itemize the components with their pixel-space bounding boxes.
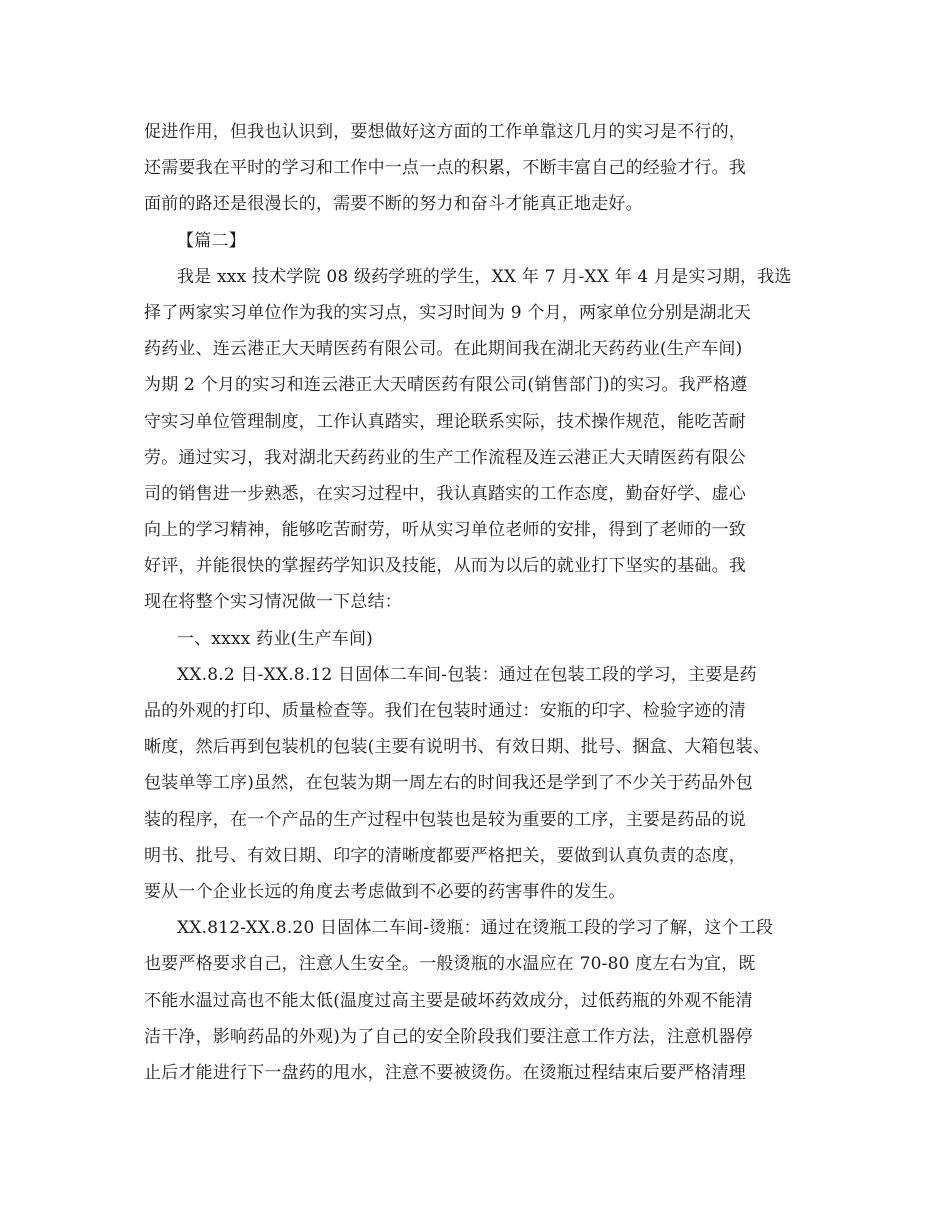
text-line: 守实习单位管理制度，工作认真踏实，理论联系实际，技术操作规范，能吃苦耐 [144,411,746,432]
text-line: XX.8.2 日-XX.8.12 日固体二车间-包装：通过在包装工段的学习，主要是药 [177,664,757,685]
text-line: 面前的路还是很漫长的，需要不断的努力和奋斗才能真正地走好。 [144,194,643,215]
text-line: 洁干净，影响药品的外观)为了自己的安全阶段我们要注意工作方法，注意机器停 [144,1026,753,1047]
text-line: 止后才能进行下一盘药的甩水，注意不要被烫伤。在烫瓶过程结束后要严格清理 [144,1062,746,1083]
text-line: 择了两家实习单位作为我的实习点，实习时间为 9 个月，两家单位分别是湖北天 [144,302,752,323]
text-line: 要从一个企业长远的角度去考虑做到不必要的药害事件的发生。 [144,881,626,902]
text-line: 还需要我在平时的学习和工作中一点一点的积累，不断丰富自己的经验才行。我 [144,158,746,179]
text-line: 药药业、连云港正大天晴医药有限公司。在此期间我在湖北天药药业(生产车间) [144,339,743,360]
document-body [144,114,824,1091]
text-line: 司的销售进一步熟悉，在实习过程中，我认真踏实的工作态度，勤奋好学、虚心 [144,483,746,504]
text-line: 为期 2 个月的实习和连云港正大天晴医药有限公司(销售部门)的实习。我严格遵 [144,375,748,396]
subsection-heading: 一、xxxx 药业(生产车间) [177,628,374,649]
text-line: 包装单等工序)虽然，在包装为期一周左右的时间我还是学到了不少关于药品外包 [144,773,753,794]
text-line: 向上的学习精神，能够吃苦耐劳，听从实习单位老师的安排，得到了老师的一致 [144,520,746,541]
text-line: 晰度，然后再到包装机的包装(主要有说明书、有效日期、批号、捆盒、大箱包装、 [144,737,771,758]
text-line: 不能水温过高也不能太低(温度过高主要是破坏药效成分，过低药瓶的外观不能清 [144,990,753,1011]
text-line: 我是 xxx 技术学院 08 级药学班的学生，XX 年 7 月-XX 年 4 月是实习期，我选 [177,266,792,287]
text-line: 好评，并能很快的掌握药学知识及技能，从而为以后的就业打下坚实的基础。我 [144,556,746,577]
text-line: 现在将整个实习情况做一下总结： [144,592,402,613]
text-line: 劳。通过实习，我对湖北天药药业的生产工作流程及连云港正大天晴医药有限公 [144,447,746,468]
text-line: 也要严格要求自己，注意人生安全。一般烫瓶的水温应在 70-80 度左右为宜，既 [144,954,756,975]
text-line: 明书、批号、有效日期、印字的清晰度都要严格把关，要做到认真负责的态度， [144,845,746,866]
text-line: XX.812-XX.8.20 日固体二车间-烫瓶：通过在烫瓶工段的学习了解，这个工段 [177,918,774,939]
section-heading: 【篇二】 [177,230,246,251]
text-line: 装的程序，在一个产品的生产过程中包装也是较为重要的工序，主要是药品的说 [144,809,746,830]
text-line: 促进作用，但我也认识到，要想做好这方面的工作单靠这几月的实习是不行的， [144,122,746,142]
text-line: 品的外观的打印、质量检查等。我们在包装时通过：安瓶的印字、检验字迹的清 [144,701,746,721]
